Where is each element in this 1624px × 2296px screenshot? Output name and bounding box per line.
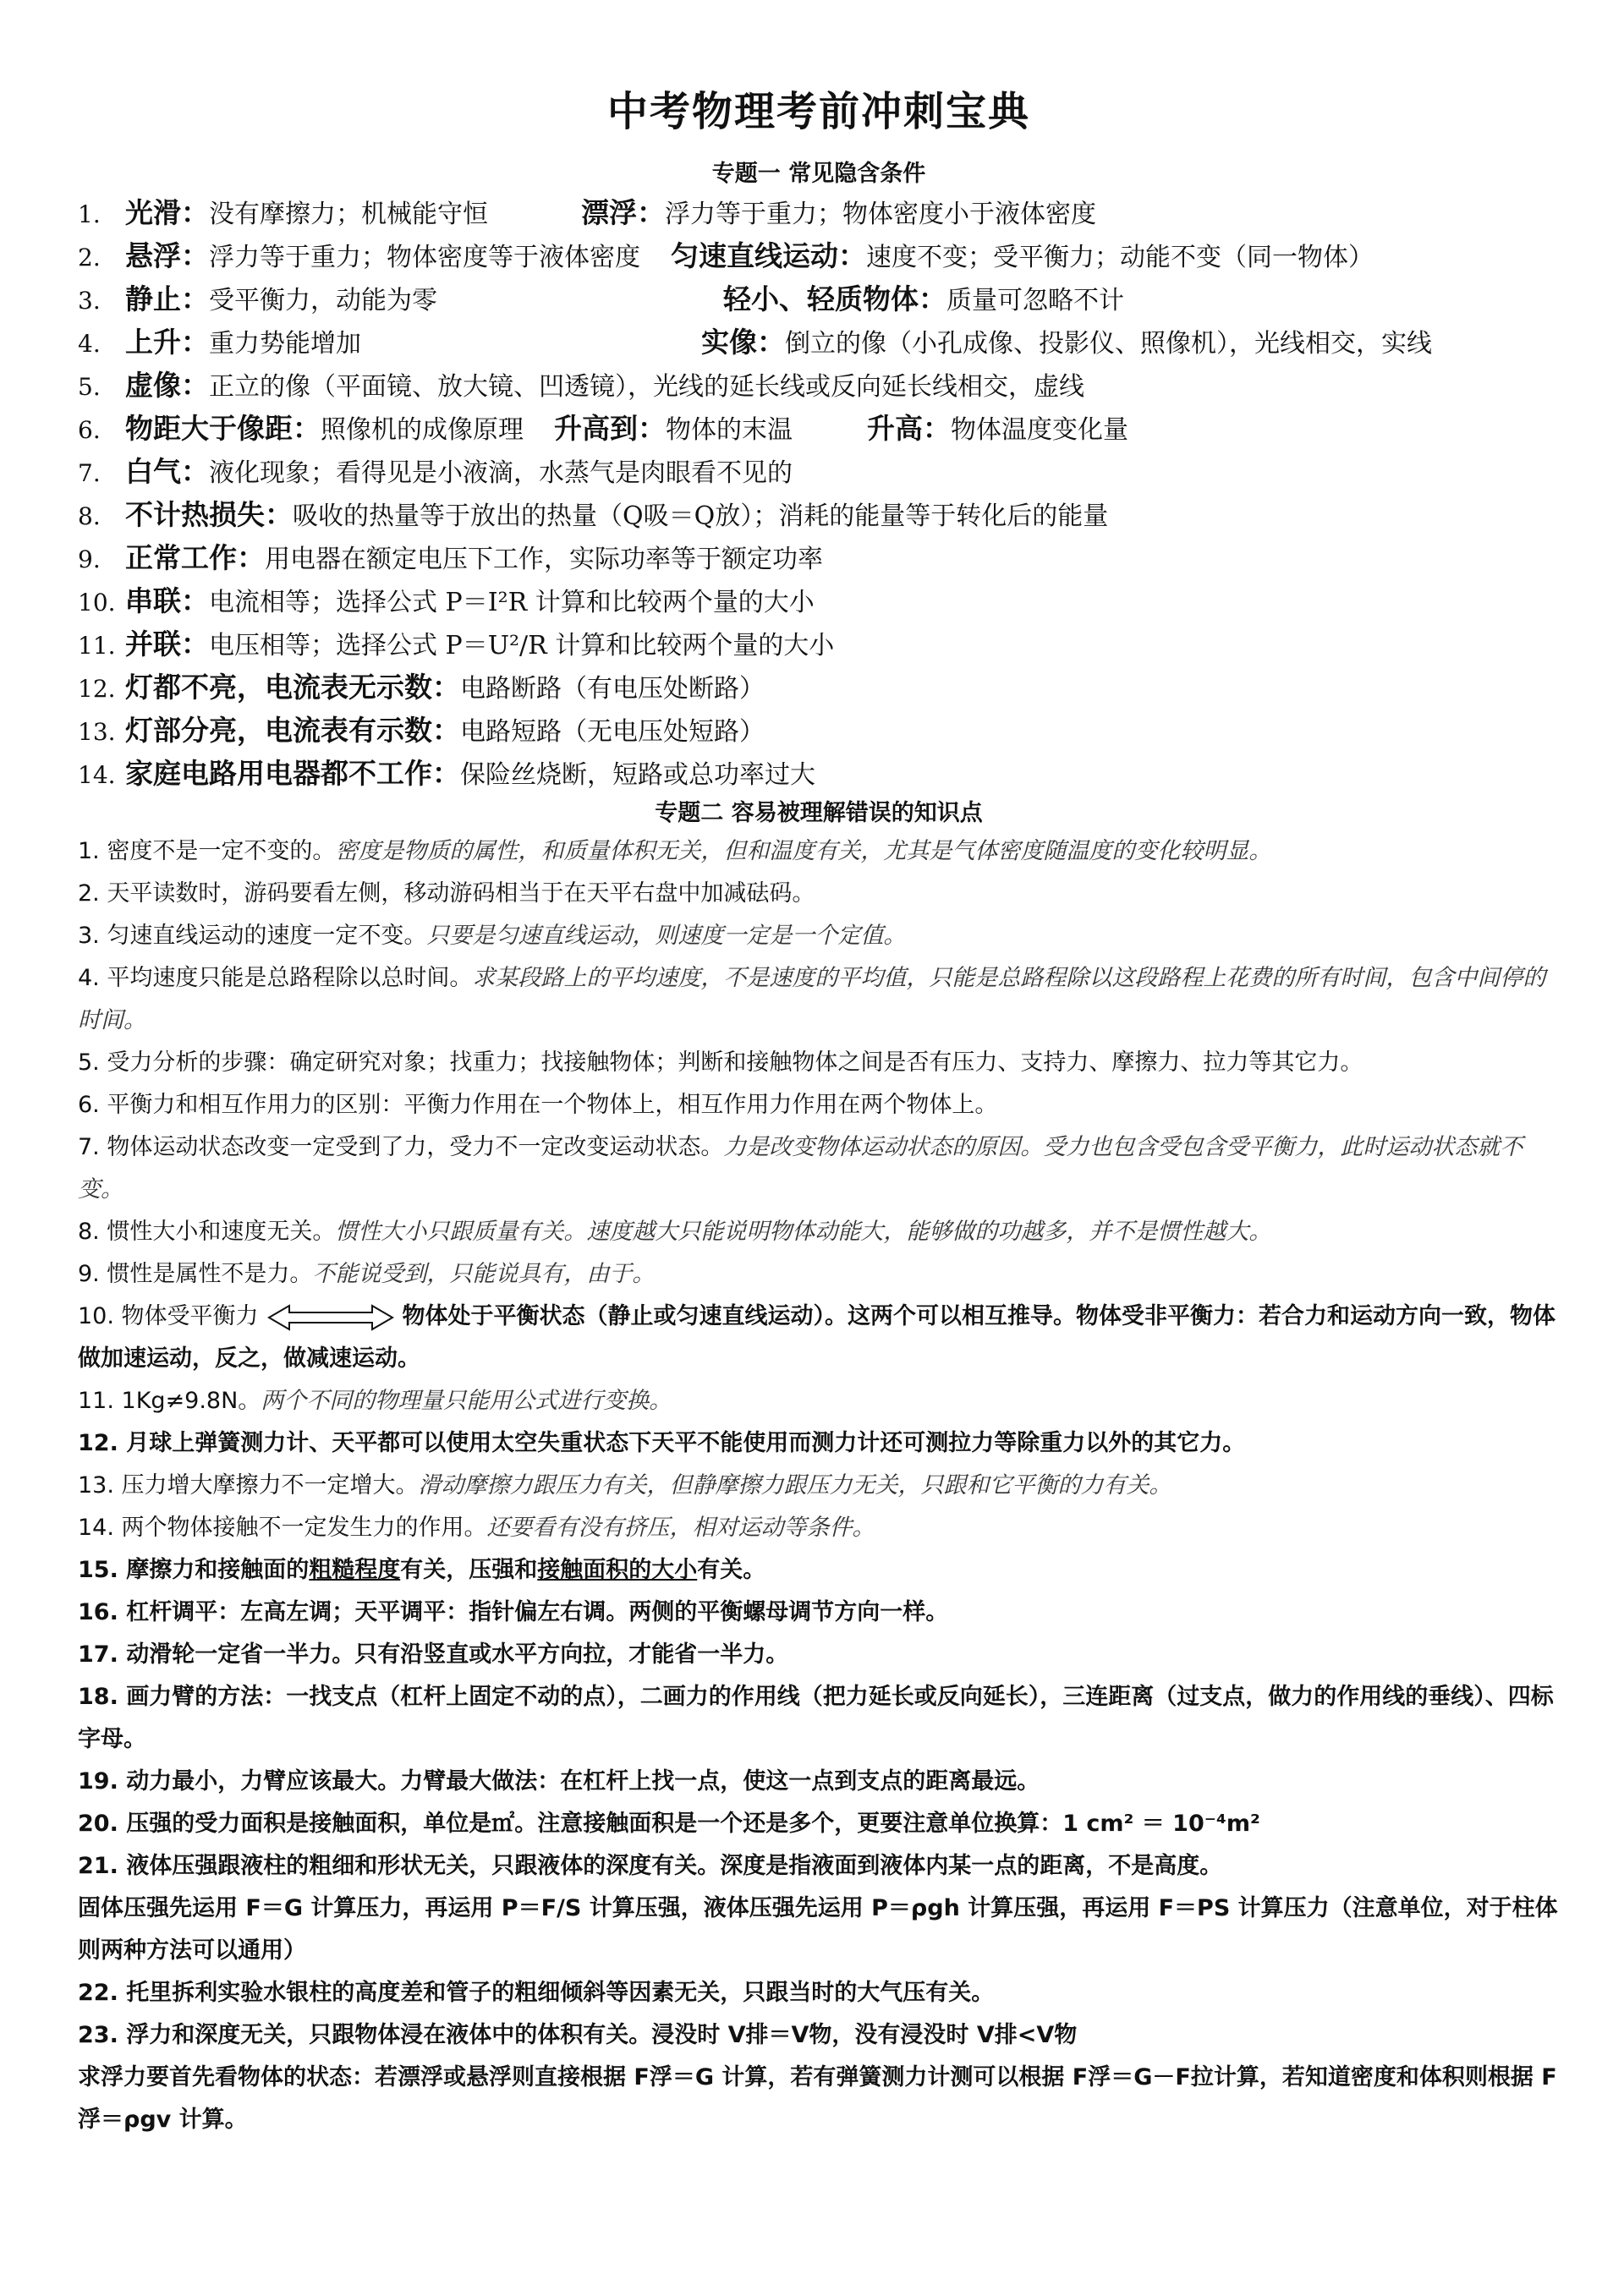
row-number: 2. [78, 244, 101, 271]
row-number: 3. [78, 287, 101, 315]
item-lead: 10. 物体受平衡力 [78, 1303, 259, 1329]
row-number: 14. [78, 761, 116, 789]
hint-keyword: 虚像： [125, 369, 209, 402]
row-number: 1. [78, 200, 101, 228]
knowledge-item [78, 1761, 1560, 1803]
item-text: 23. 浮力和深度无关，只跟物体浸在液体中的体积有关。浸没时 V排＝V物，没有浸没时 V排<V物 [78, 2022, 1078, 2048]
document-page [78, 85, 1560, 2141]
hint-meaning: 液化现象；看得见是小液滴，水蒸气是肉眼看不见的 [209, 458, 793, 488]
hint-meaning: 速度不变；受平衡力；动能不变（同一物体） [866, 243, 1374, 272]
hint-keyword: 不计热损失： [125, 498, 293, 531]
knowledge-item [78, 1126, 1560, 1211]
hint-meaning: 受平衡力，动能为零 [209, 286, 437, 315]
hint-keyword: 串联： [125, 584, 209, 617]
underlined-term: 接触面积的大小 [537, 1557, 698, 1583]
knowledge-item [78, 1676, 1560, 1761]
double-arrow-icon [267, 1303, 394, 1332]
hint-meaning: 物体温度变化量 [951, 415, 1128, 445]
knowledge-item [78, 873, 1560, 915]
item-text: 19. 动力最小，力臂应该最大。力臂最大做法：在杠杆上找一点，使这一点到支点的距离最远。 [78, 1768, 1040, 1795]
hint-keyword: 匀速直线运动： [671, 239, 866, 272]
item-text: 有关，压强和 [400, 1557, 538, 1583]
hint-meaning: 没有摩擦力；机械能守恒 [209, 200, 488, 229]
knowledge-item [78, 1253, 1560, 1296]
hint-keyword: 正常工作： [125, 541, 265, 574]
hint-meaning: 倒立的像（小孔成像、投影仪、照像机），光线相交，实线 [785, 329, 1432, 359]
hint-row [78, 493, 1560, 536]
item-text: 18. 画力臂的方法：一找支点（杠杆上固定不动的点），二画力的作用线（把力延长或反向延长），三连距离（过支点，做力的作用线的垂线）、四标字母。 [78, 1684, 1554, 1752]
hint-row [78, 536, 1560, 579]
hint-keyword: 白气： [125, 455, 209, 488]
hint-keyword: 并联： [125, 627, 209, 660]
hint-keyword: 静止： [125, 282, 209, 315]
row-number: 7. [78, 459, 101, 487]
item-lead: 13. 压力增大摩擦力不一定增大。 [78, 1472, 419, 1499]
hint-keyword: 悬浮： [125, 239, 209, 272]
hint-row [78, 321, 1560, 364]
item-text: 有关。 [697, 1557, 766, 1583]
row-number: 10. [78, 589, 116, 616]
hint-row [78, 277, 1560, 321]
item-explanation: 求某段路上的平均速度，不是速度的平均值，只能是总路程除以这段路程上花费的所有时间，包含中间停的时间。 [78, 965, 1546, 1033]
hint-row [78, 407, 1560, 450]
hint-meaning: 浮力等于重力；物体密度等于液体密度 [209, 243, 640, 272]
hint-row [78, 364, 1560, 407]
hint-row [78, 666, 1560, 709]
hint-meaning: 照像机的成像原理 [321, 415, 524, 445]
item-explanation: 还要看有没有挤压，相对运动等条件。 [486, 1515, 875, 1541]
item-text: 21. 液体压强跟液柱的粗细和形状无关，只跟液体的深度有关。深度是指液面到液体内某一点的距离，不是高度。 [78, 1853, 1223, 1879]
row-number: 11. [78, 632, 116, 660]
knowledge-item [78, 957, 1560, 1042]
item-lead: 6. 平衡力和相互作用力的区别：平衡力作用在一个物体上，相互作用力作用在两个物体上。 [78, 1092, 998, 1118]
item-explanation: 惯性大小只跟质量有关。速度越大只能说明物体动能大，能够做的功越多，并不是惯性越大。 [335, 1219, 1272, 1245]
item-lead: 5. 受力分析的步骤：确定研究对象；找重力；找接触物体；判断和接触物体之间是否有压力、支持力、摩擦力、拉力等其它力。 [78, 1049, 1363, 1076]
knowledge-item [78, 1549, 1560, 1592]
hint-keyword: 灯部分亮，电流表有示数： [125, 714, 460, 747]
item-text: 固体压强先运用 F＝G 计算压力，再运用 P＝F/S 计算压强，液体压强先运用 P＝ρgh 计算压强，再运用 F＝PS 计算压力（注意单位，对于柱体则两种方法可以通用） [78, 1895, 1558, 1964]
row-number: 8. [78, 502, 101, 530]
hint-keyword: 升高到： [554, 412, 666, 445]
item-text: 15. 摩擦力和接触面的 [78, 1557, 310, 1583]
hint-row [78, 622, 1560, 666]
knowledge-item [78, 1380, 1560, 1422]
item-lead: 11. 1Kg≠9.8N。 [78, 1388, 261, 1414]
item-lead: 14. 两个物体接触不一定发生力的作用。 [78, 1515, 487, 1541]
item-text: 17. 动滑轮一定省一半力。只有沿竖直或水平方向拉，才能省一半力。 [78, 1641, 789, 1668]
knowledge-item [78, 1888, 1560, 1972]
hint-row [78, 450, 1560, 493]
section-2-heading: 专题二 容易被理解错误的知识点 [655, 800, 983, 826]
row-number: 6. [78, 416, 101, 444]
hint-meaning: 保险丝烧断，短路或总功率过大 [460, 760, 815, 790]
knowledge-item [78, 1634, 1560, 1676]
item-text: 物体处于平衡状态（静止或匀速直线运动）。这两个可以相互推导。物体受非平衡力：若合力和运动方向一致，物体做加速运动，反之，做减速运动。 [78, 1303, 1556, 1372]
knowledge-item [78, 1507, 1560, 1549]
item-text: 16. 杠杆调平：左高左调；天平调平：指针偏左右调。两侧的平衡螺母调节方向一样。 [78, 1599, 949, 1625]
underlined-term: 粗糙程度 [309, 1557, 401, 1583]
hint-meaning: 物体的末温 [666, 415, 793, 445]
knowledge-item [78, 1592, 1560, 1634]
knowledge-item [78, 1042, 1560, 1084]
section-2-list [78, 830, 1560, 2141]
section-1-list [78, 191, 1560, 795]
hint-keyword: 光滑： [125, 196, 209, 229]
hint-keyword: 家庭电路用电器都不工作： [125, 757, 460, 790]
hint-row [78, 234, 1560, 277]
item-lead: 2. 天平读数时，游码要看左侧，移动游码相当于在天平右盘中加减砝码。 [78, 880, 815, 907]
hint-meaning: 电路短路（无电压处短路） [460, 717, 765, 747]
item-lead: 1. 密度不是一定不变的。 [78, 838, 336, 864]
document-title: 中考物理考前冲刺宝典 [606, 88, 1030, 135]
hint-meaning: 电路断路（有电压处断路） [460, 674, 765, 704]
knowledge-item [78, 1803, 1560, 1845]
hint-keyword: 升高： [867, 412, 951, 445]
knowledge-item [78, 2014, 1560, 2057]
hint-meaning: 重力势能增加 [209, 329, 361, 359]
hint-keyword: 物距大于像距： [125, 412, 321, 445]
hint-keyword: 漂浮： [581, 196, 665, 229]
item-text: 12. 月球上弹簧测力计、天平都可以使用太空失重状态下天平不能使用而测力计还可测拉力等除重力以外的其它力。 [78, 1430, 1246, 1456]
item-lead: 4. 平均速度只能是总路程除以总时间。 [78, 965, 473, 991]
knowledge-item [78, 830, 1560, 873]
item-text: 求浮力要首先看物体的状态：若漂浮或悬浮则直接根据 F浮＝G 计算，若有弹簧测力计测可以根据 F浮＝G－F拉计算，若知道密度和体积则根据 F浮＝ρgv 计算。 [78, 2064, 1557, 2133]
row-number: 12. [78, 675, 116, 703]
knowledge-item [78, 1211, 1560, 1253]
hint-row [78, 752, 1560, 795]
hint-meaning: 浮力等于重力；物体密度小于液体密度 [665, 200, 1096, 229]
hint-meaning: 正立的像（平面镜、放大镜、凹透镜），光线的延长线或反向延长线相交，虚线 [209, 372, 1084, 402]
item-explanation: 不能说受到，只能说具有，由于。 [312, 1261, 656, 1287]
hint-meaning: 电流相等；选择公式 P＝I²R 计算和比较两个量的大小 [209, 588, 815, 617]
hint-keyword: 实像： [701, 326, 785, 359]
item-text: 20. 压强的受力面积是接触面积，单位是㎡。注意接触面积是一个还是多个，更要注意单位换算：1 cm² ＝ 10⁻⁴m² [78, 1811, 1260, 1837]
row-number: 4. [78, 330, 101, 358]
item-explanation: 力是改变物体运动状态的原因。受力也包含受包含受平衡力，此时运动状态就不变。 [78, 1134, 1523, 1203]
hint-keyword: 上升： [125, 326, 209, 359]
hint-row [78, 579, 1560, 622]
hint-meaning: 吸收的热量等于放出的热量（Q吸＝Q放）；消耗的能量等于转化后的能量 [293, 501, 1109, 531]
item-lead: 9. 惯性是属性不是力。 [78, 1261, 313, 1287]
item-explanation: 密度是物质的属性，和质量体积无关，但和温度有关，尤其是气体密度随温度的变化较明显。 [335, 838, 1272, 864]
item-explanation: 只要是匀速直线运动，则速度一定是一个定值。 [426, 923, 907, 949]
knowledge-item [78, 1845, 1560, 1888]
item-lead: 8. 惯性大小和速度无关。 [78, 1219, 336, 1245]
row-number: 5. [78, 373, 101, 401]
knowledge-item [78, 1422, 1560, 1465]
section-1-heading: 专题一 常见隐含条件 [711, 161, 926, 187]
knowledge-item [78, 915, 1560, 957]
item-text: 22. 托里拆利实验水银柱的高度差和管子的粗细倾斜等因素无关，只跟当时的大气压有关。 [78, 1980, 995, 2006]
item-explanation: 两个不同的物理量只能用公式进行变换。 [261, 1388, 672, 1414]
hint-row [78, 709, 1560, 752]
knowledge-item [78, 1465, 1560, 1507]
item-lead: 3. 匀速直线运动的速度一定不变。 [78, 923, 427, 949]
item-explanation: 滑动摩擦力跟压力有关，但静摩擦力跟压力无关，只跟和它平衡的力有关。 [418, 1472, 1172, 1499]
hint-meaning: 电压相等；选择公式 P＝U²/R 计算和比较两个量的大小 [209, 631, 835, 660]
row-number: 9. [78, 545, 101, 573]
knowledge-item [78, 1084, 1560, 1126]
hint-keyword: 灯都不亮，电流表无示数： [125, 671, 460, 704]
item-lead: 7. 物体运动状态改变一定受到了力，受力不一定改变运动状态。 [78, 1134, 724, 1160]
hint-row [78, 191, 1560, 234]
hint-keyword: 轻小、轻质物体： [723, 282, 946, 315]
knowledge-item [78, 1296, 1560, 1380]
row-number: 13. [78, 718, 116, 746]
knowledge-item [78, 1972, 1560, 2014]
hint-meaning: 用电器在额定电压下工作，实际功率等于额定功率 [265, 545, 823, 574]
hint-meaning: 质量可忽略不计 [946, 286, 1124, 315]
knowledge-item [78, 2057, 1560, 2141]
